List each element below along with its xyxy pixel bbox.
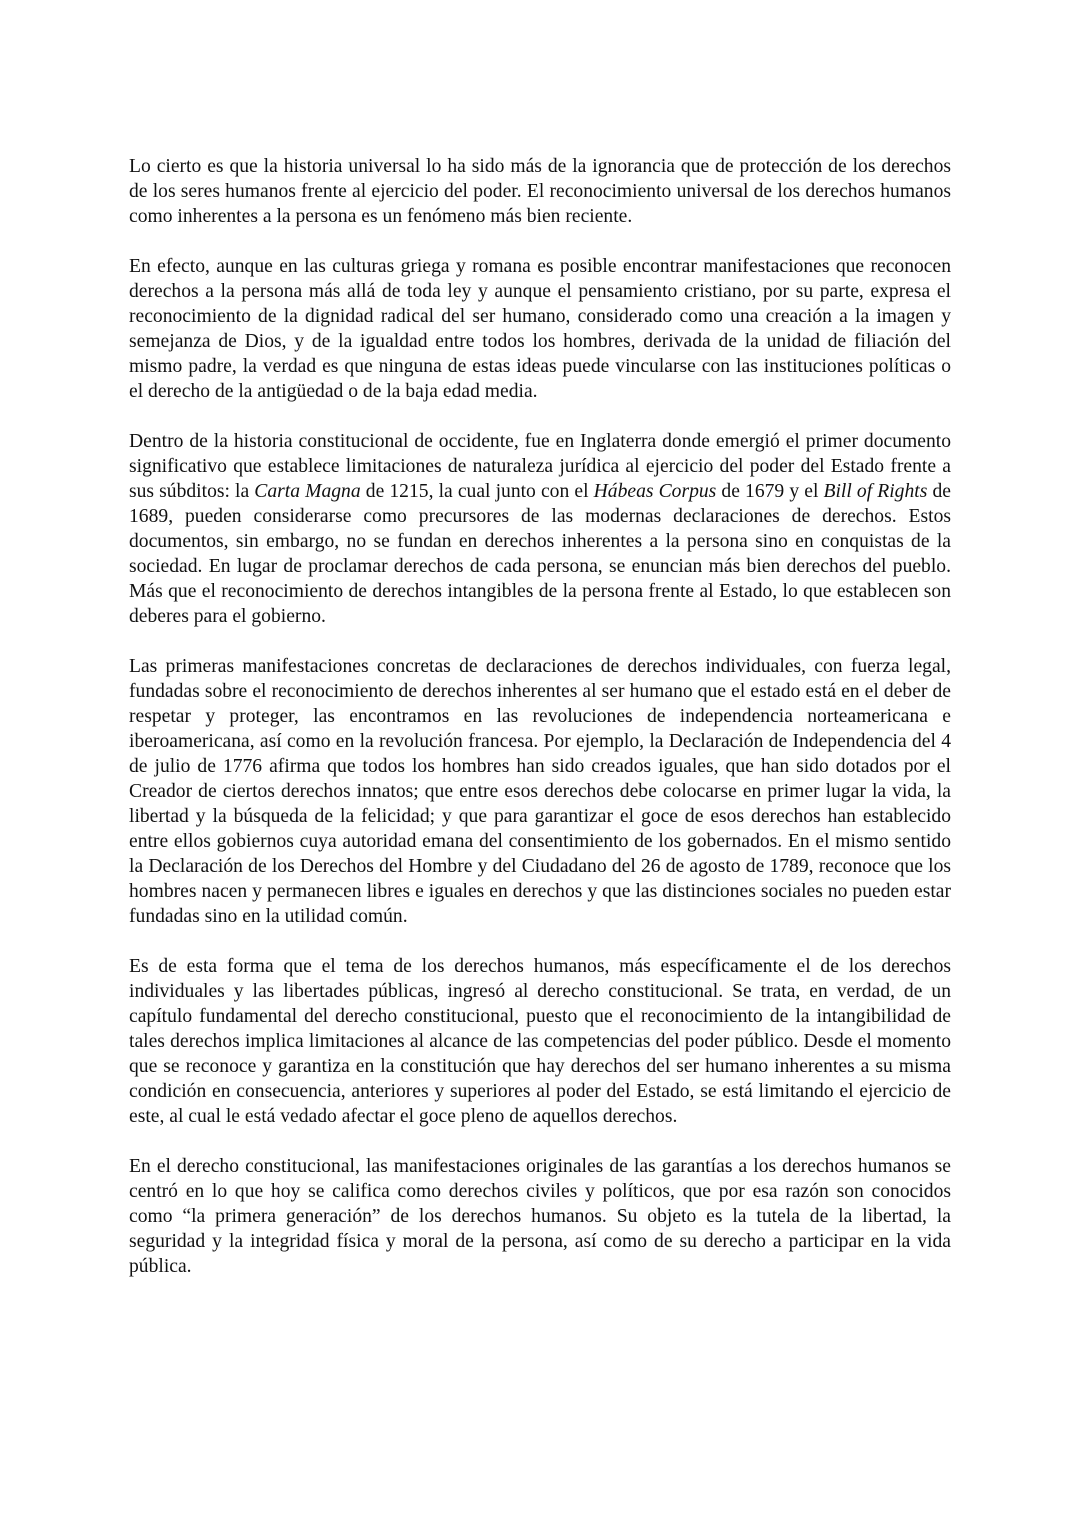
paragraph-text: Lo cierto es que la historia universal lo ha sido más de la ignorancia que de protección de los derechos de los seres humanos frente al ejercicio del poder. El reconocimiento universal de los derechos humanos como inherentes a la persona es un fenómeno más bien reciente. [129,156,951,227]
paragraph-text: Es de esta forma que el tema de los derechos humanos, más específicamente el de los derechos individuales y las libertades públicas, ingresó al derecho constitucional. Se trata, en verdad, de un capítulo fundamental del derecho constitucional, puesto que el reconocimiento de la intangibilidad de tales derechos implica limitaciones al alcance de las competencias del poder público. Desde el momento que se reconoce y garantiza en la constitución que hay derechos del ser humano inherentes a su misma condición en consecuencia, anteriores y superiores al poder del Estado, se está limitando el ejercicio de este, al cual le está vedado afectar el goce pleno de aquellos derechos. [129,956,951,1127]
paragraph-6 [129,1154,951,1279]
paragraph-4 [129,654,951,929]
document-page [129,154,951,1304]
paragraph-2 [129,254,951,404]
italic-title-carta-magna: Carta Magna [254,481,361,502]
paragraph-5 [129,954,951,1129]
paragraph-text: En el derecho constitucional, las manifestaciones originales de las garantías a los derechos humanos se centró en lo que hoy se califica como derechos civiles y políticos, que por esa razón son conocidos como “la primera generación” de los derechos humanos. Su objeto es la tutela de la libertad, la seguridad y la integridad física y moral de la persona, así como de su derecho a participar en la vida pública. [129,1156,951,1277]
paragraph-text: de 1215, la cual junto con el [360,481,594,502]
paragraph-1 [129,154,951,229]
italic-title-habeas-corpus: Hábeas Corpus [593,481,717,502]
paragraph-text: Las primeras manifestaciones concretas de declaraciones de derechos individuales, con fuerza legal, fundadas sobre el reconocimiento de derechos inherentes al ser humano que el estado está en el deber de respetar y proteger, las encontramos en las revoluciones de independencia norteamericana e iberoamericana, así como en la revolución francesa. Por ejemplo, la Declaración de Independencia del 4 de julio de 1776 afirma que todos los hombres han sido creados iguales, que han sido dotados por el Creador de ciertos derechos innatos; que entre esos derechos debe colocarse en primer lugar la vida, la libertad y la búsqueda de la felicidad; y que para garantizar el goce de esos derechos han establecido entre ellos gobiernos cuya autoridad emana del consentimiento de los gobernados. En el mismo sentido la Declaración de los Derechos del Hombre y del Ciudadano del 26 de agosto de 1789, reconoce que los hombres nacen y permanecen libres e iguales en derechos y que las distinciones sociales no pueden estar fundadas sino en la utilidad común. [129,656,951,927]
paragraph-text: En efecto, aunque en las culturas griega y romana es posible encontrar manifestaciones que reconocen derechos a la persona más allá de toda ley y aunque el pensamiento cristiano, por su parte, expresa el reconocimiento de la dignidad radical del ser humano, considerado como una creación a la imagen y semejanza de Dios, y de la igualdad entre todos los hombres, derivada de la unidad de filiación del mismo padre, la verdad es que ninguna de estas ideas puede vincularse con las instituciones políticas o el derecho de la antigüedad o de la baja edad media. [129,256,951,402]
paragraph-3 [129,429,951,629]
paragraph-text: de 1689, pueden considerarse como precursores de las modernas declaraciones de derechos. Estos documentos, sin embargo, no se fundan en derechos inherentes a la persona sino en conquistas de la sociedad. En lugar de proclamar derechos de cada persona, se enuncian más bien derechos del pueblo. Más que el reconocimiento de derechos intangibles de la persona frente al Estado, lo que establecen son deberes para el gobierno. [129,481,951,627]
italic-title-bill-of-rights: Bill of Rights [823,481,928,502]
paragraph-text: Dentro de la historia constitucional de occidente, fue en Inglaterra donde emergió el primer documento significativo que establece limitaciones de naturaleza jurídica al ejercicio del poder del Estado frente a sus súbditos: la [129,431,951,502]
paragraph-text: de 1679 y el [716,481,824,502]
